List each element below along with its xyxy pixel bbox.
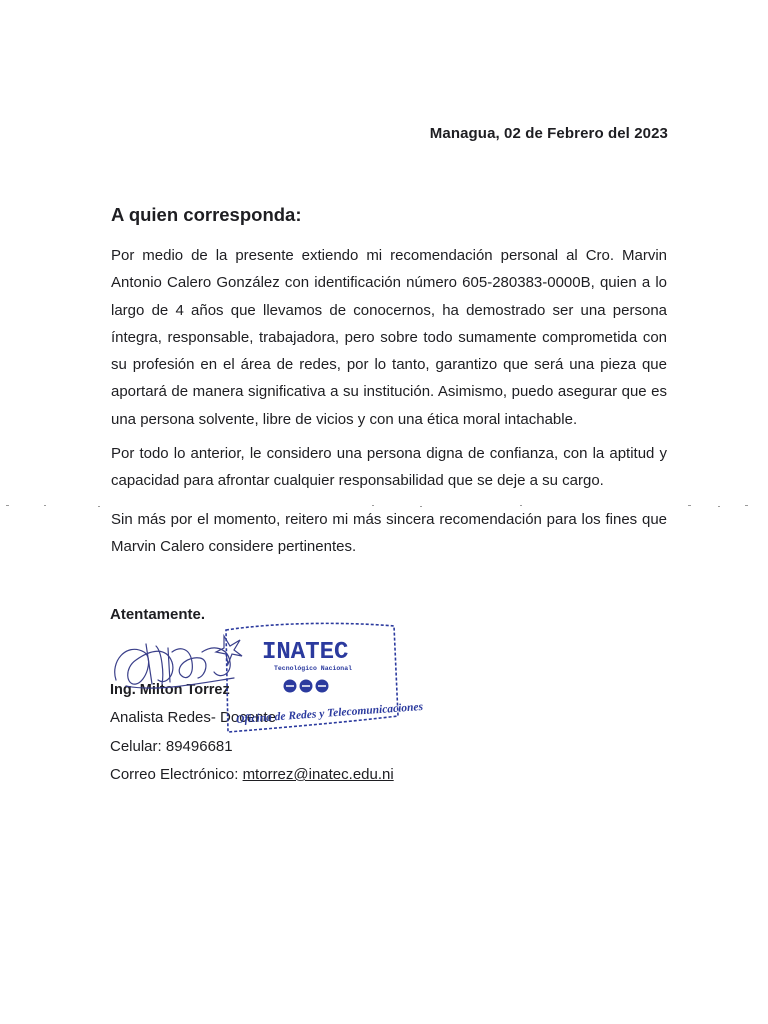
signer-role: Analista Redes- Docente (110, 709, 276, 726)
signer-phone: Celular: 89496681 (110, 738, 233, 755)
signer-email-row (110, 766, 394, 783)
inatec-stamp (218, 620, 424, 738)
letter-salutation: A quien corresponda: (111, 204, 302, 225)
email-link[interactable]: mtorrez@inatec.edu.ni (242, 766, 394, 783)
body-paragraph-3: Sin más por el momento, reitero mi más sincera recomendación para los fines que Marvin Calero considere pertinentes. (111, 511, 667, 556)
letter-closing: Atentamente. (110, 606, 206, 623)
body-paragraph-1: Por medio de la presente extiendo mi recomendación personal al Cro. Marvin Antonio Calero González con identificación número 605-280383-0000B, quien a lo largo de 4 años que llevamos de conocernos, ha demostrado ser una persona íntegra, responsable, trabajadora, pero sobre todo sumamente comprometida con su profesión en el área de redes, por lo tanto, garantizo que será una pieza que aportará de manera significativa a su institución. Asimismo, puedo asegurar que es una persona solvente, libre de vicios y con una ética moral intachable. (111, 247, 667, 428)
email-label: Correo Electrónico: (110, 766, 243, 783)
body-paragraph-2: Por todo lo anterior, le considero una persona digna de confianza, con la aptitud y capacidad para afrontar cualquier responsabilidad que se deje a su cargo. (111, 445, 667, 490)
stamp-org-name: INATEC (262, 639, 349, 666)
stamp-logo-icon (284, 680, 329, 693)
signer-name: Ing. Milton Torrez (110, 682, 230, 698)
letter-date: Managua, 02 de Febrero del 2023 (429, 125, 668, 142)
stamp-subtitle: Tecnológico Nacional (274, 665, 353, 672)
stamp-department: Oficina de Redes y Telecomunicaciones (235, 700, 424, 727)
